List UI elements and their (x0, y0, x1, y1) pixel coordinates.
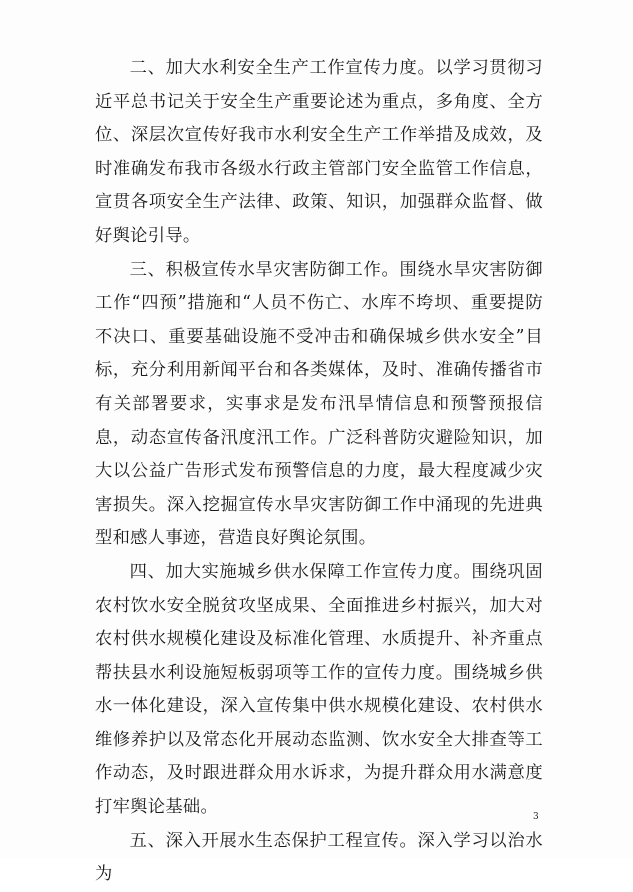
document-body (95, 52, 543, 892)
paragraph-water-supply: 四、加大实施城乡供水保障工作宣传力度。围绕巩固农村饮水安全脱贫攻坚成果、全面推进乡村振兴，加大对农村供水规模化建设及标准化管理、水质提升、补齐重点帮扶县水利设施短板弱项等工作的宣传力度。围绕城乡供水一体化建设，深入宣传集中供水规模化建设、农村供水维修养护以及常态化开展动态监测、饮水安全大排查等工作动态，及时跟进群众用水诉求，为提升群众用水满意度打牢舆论基础。 (95, 561, 543, 818)
page-number: 3 (533, 812, 539, 822)
paragraph-ecology-protection: 五、深入开展水生态保护工程宣传。深入学习以治水为 (95, 830, 543, 885)
paragraph-flood-drought-defense: 三、积极宣传水旱灾害防御工作。围绕水旱灾害防御工作“四预”措施和“人员不伤亡、水库不垮坝、重要提防不决口、重要基础设施不受冲击和确保城乡供水安全”目标，充分利用新闻平台和各类媒体，及时、准确传播省市有关部署要求，实事求是发布汛旱情信息和预警预报信息，动态宣传备汛度汛工作。广泛科普防灾避险知识，加大以公益广告形式发布预警信息的力度，最大程度减少灾害损失。深入挖掘宣传水旱灾害防御工作中涌现的先进典型和感人事迹，营造良好舆论氛围。 (95, 259, 543, 549)
paragraph-safety-production: 二、加大水利安全生产工作宣传力度。以学习贯彻习近平总书记关于安全生产重要论述为重点，多角度、全方位、深层次宣传好我市水利安全生产工作举措及成效，及时准确发布我市各级水行政主管部门安全监管工作信息，宣贯各项安全生产法律、政策、知识，加强群众监督、做好舆论引导。 (95, 58, 543, 246)
